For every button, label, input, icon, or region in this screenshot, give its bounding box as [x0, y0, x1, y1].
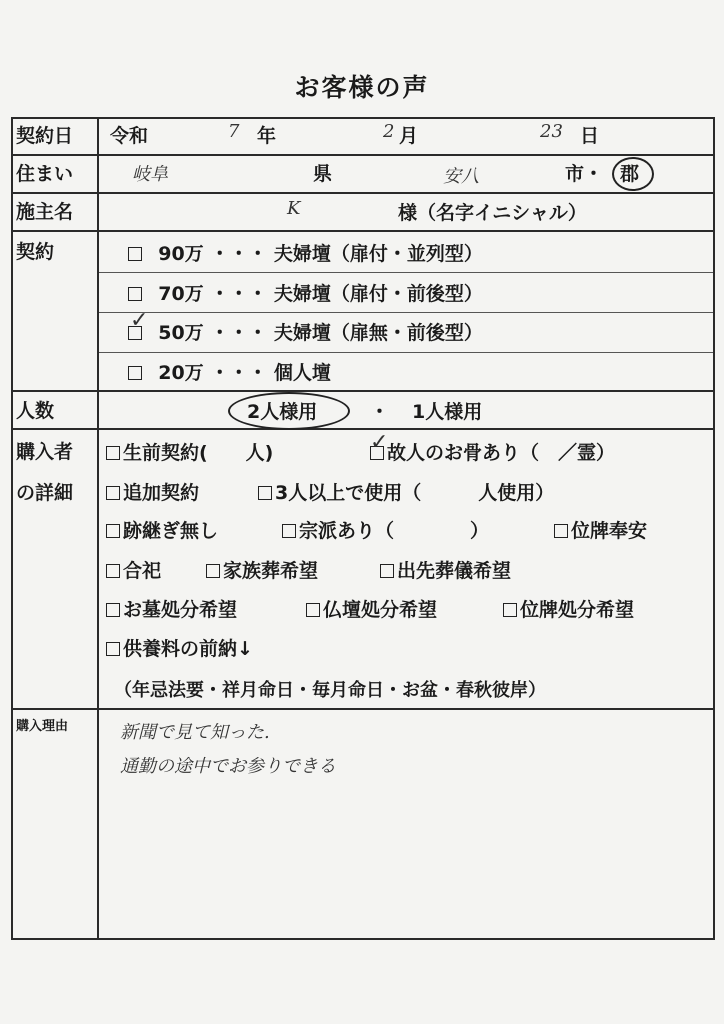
detail-item[interactable] — [106, 556, 161, 583]
row-divider — [11, 708, 715, 710]
contract-option-20[interactable] — [128, 358, 331, 385]
residence-district-unit: 郡 — [620, 163, 640, 185]
checkbox[interactable] — [106, 486, 120, 500]
detail-item[interactable] — [258, 478, 554, 505]
residence-city-unit: 市・ — [565, 163, 604, 185]
label-people: 人数 — [16, 400, 55, 422]
detail-item[interactable] — [503, 595, 634, 622]
contract-subdivider — [99, 352, 713, 353]
checkbox[interactable] — [306, 603, 320, 617]
row-divider — [11, 230, 715, 232]
checkbox[interactable] — [554, 524, 568, 538]
date-day-value: 23 — [540, 121, 563, 142]
contract-option-label: 20万 ・・・ 個人壇 — [158, 362, 331, 384]
label-contract-date: 契約日 — [16, 125, 74, 147]
contract-option-70[interactable] — [128, 279, 483, 306]
detail-label: 供養料の前納↓ — [123, 638, 253, 660]
people-option-1: 1人様用 — [412, 401, 483, 423]
checkbox[interactable] — [128, 247, 142, 261]
row-divider — [11, 390, 715, 392]
client-suffix: 様（名字イニシャル） — [398, 202, 587, 224]
detail-item[interactable] — [306, 595, 437, 622]
checkbox[interactable] — [282, 524, 296, 538]
page-title: お客様の声 — [294, 73, 430, 102]
reason-line2: 通勤の途中でお参りできる — [120, 756, 336, 777]
checkbox[interactable] — [106, 524, 120, 538]
date-era: 令和 — [110, 125, 149, 147]
label-buyer-line1: 購入者 — [16, 441, 74, 463]
contract-option-label: 90万 ・・・ 夫婦壇（扉付・並列型） — [158, 243, 483, 265]
contract-option-label: 70万 ・・・ 夫婦壇（扉付・前後型） — [158, 283, 483, 305]
checkbox[interactable] — [128, 366, 142, 380]
label-contract: 契約 — [16, 241, 55, 263]
detail-label: 合祀 — [123, 560, 162, 582]
date-year-value: 7 — [228, 121, 240, 142]
contract-subdivider — [99, 272, 713, 273]
check-mark-icon: ✓ — [370, 430, 389, 455]
residence-city-value: 安八 — [443, 166, 479, 187]
detail-label: 追加契約 — [123, 482, 200, 504]
client-initial: K — [287, 198, 301, 219]
checkbox[interactable] — [206, 564, 220, 578]
checkbox[interactable] — [106, 446, 120, 460]
checkbox[interactable] — [106, 564, 120, 578]
detail-item[interactable] — [206, 556, 318, 583]
people-separator: ・ — [370, 401, 390, 423]
detail-label: 仏壇処分希望 — [323, 599, 438, 621]
contract-option-90[interactable] — [128, 239, 483, 266]
contract-option-50[interactable] — [128, 318, 483, 345]
detail-label: お墓処分希望 — [123, 599, 238, 621]
row-divider — [11, 154, 715, 156]
detail-label: 3人以上で使用（ 人使用） — [275, 482, 555, 504]
contract-subdivider — [99, 312, 713, 313]
people-option-2: 2人様用 — [247, 401, 318, 423]
detail-item[interactable] — [106, 478, 199, 505]
checkbox[interactable] — [106, 603, 120, 617]
detail-label: 家族葬希望 — [223, 560, 319, 582]
detail-item[interactable] — [370, 438, 615, 465]
detail-item[interactable] — [106, 438, 273, 465]
residence-prefecture-unit: 県 — [313, 163, 333, 185]
detail-item[interactable] — [380, 556, 511, 583]
detail-label: 故人のお骨あり（ ／霊） — [387, 442, 616, 464]
detail-label: 出先葬儀希望 — [397, 560, 512, 582]
row-divider — [11, 192, 715, 194]
checkbox[interactable] — [106, 642, 120, 656]
detail-label: 位牌処分希望 — [520, 599, 635, 621]
check-mark-icon: ✓ — [130, 308, 149, 333]
detail-item[interactable] — [554, 516, 647, 543]
memorial-note: （年忌法要・祥月命日・毎月命日・お盆・春秋彼岸） — [114, 680, 546, 701]
checkbox[interactable] — [258, 486, 272, 500]
label-buyer-line2: の詳細 — [16, 482, 74, 504]
row-divider — [11, 428, 715, 430]
label-client-name: 施主名 — [16, 201, 74, 223]
checkbox[interactable] — [128, 287, 142, 301]
residence-prefecture-value: 岐阜 — [132, 164, 168, 185]
date-year-unit: 年 — [257, 125, 277, 147]
detail-item[interactable] — [106, 595, 237, 622]
detail-item[interactable] — [106, 516, 218, 543]
date-day-unit: 日 — [580, 125, 600, 147]
date-month-unit: 月 — [399, 125, 419, 147]
date-month-value: 2 — [383, 121, 395, 142]
checkbox[interactable] — [380, 564, 394, 578]
label-residence: 住まい — [16, 163, 74, 185]
detail-label: 跡継ぎ無し — [123, 520, 219, 542]
checkbox[interactable] — [503, 603, 517, 617]
label-reason: 購入理由 — [16, 719, 69, 734]
detail-item[interactable] — [106, 634, 253, 661]
detail-item[interactable] — [282, 516, 489, 543]
reason-line1: 新聞で見て知った. — [120, 722, 270, 743]
detail-label: 宗派あり（ ） — [299, 520, 490, 542]
detail-label: 生前契約( 人) — [123, 442, 274, 464]
contract-option-label: 50万 ・・・ 夫婦壇（扉無・前後型） — [158, 322, 483, 344]
label-column-divider — [97, 117, 99, 940]
detail-label: 位牌奉安 — [571, 520, 648, 542]
